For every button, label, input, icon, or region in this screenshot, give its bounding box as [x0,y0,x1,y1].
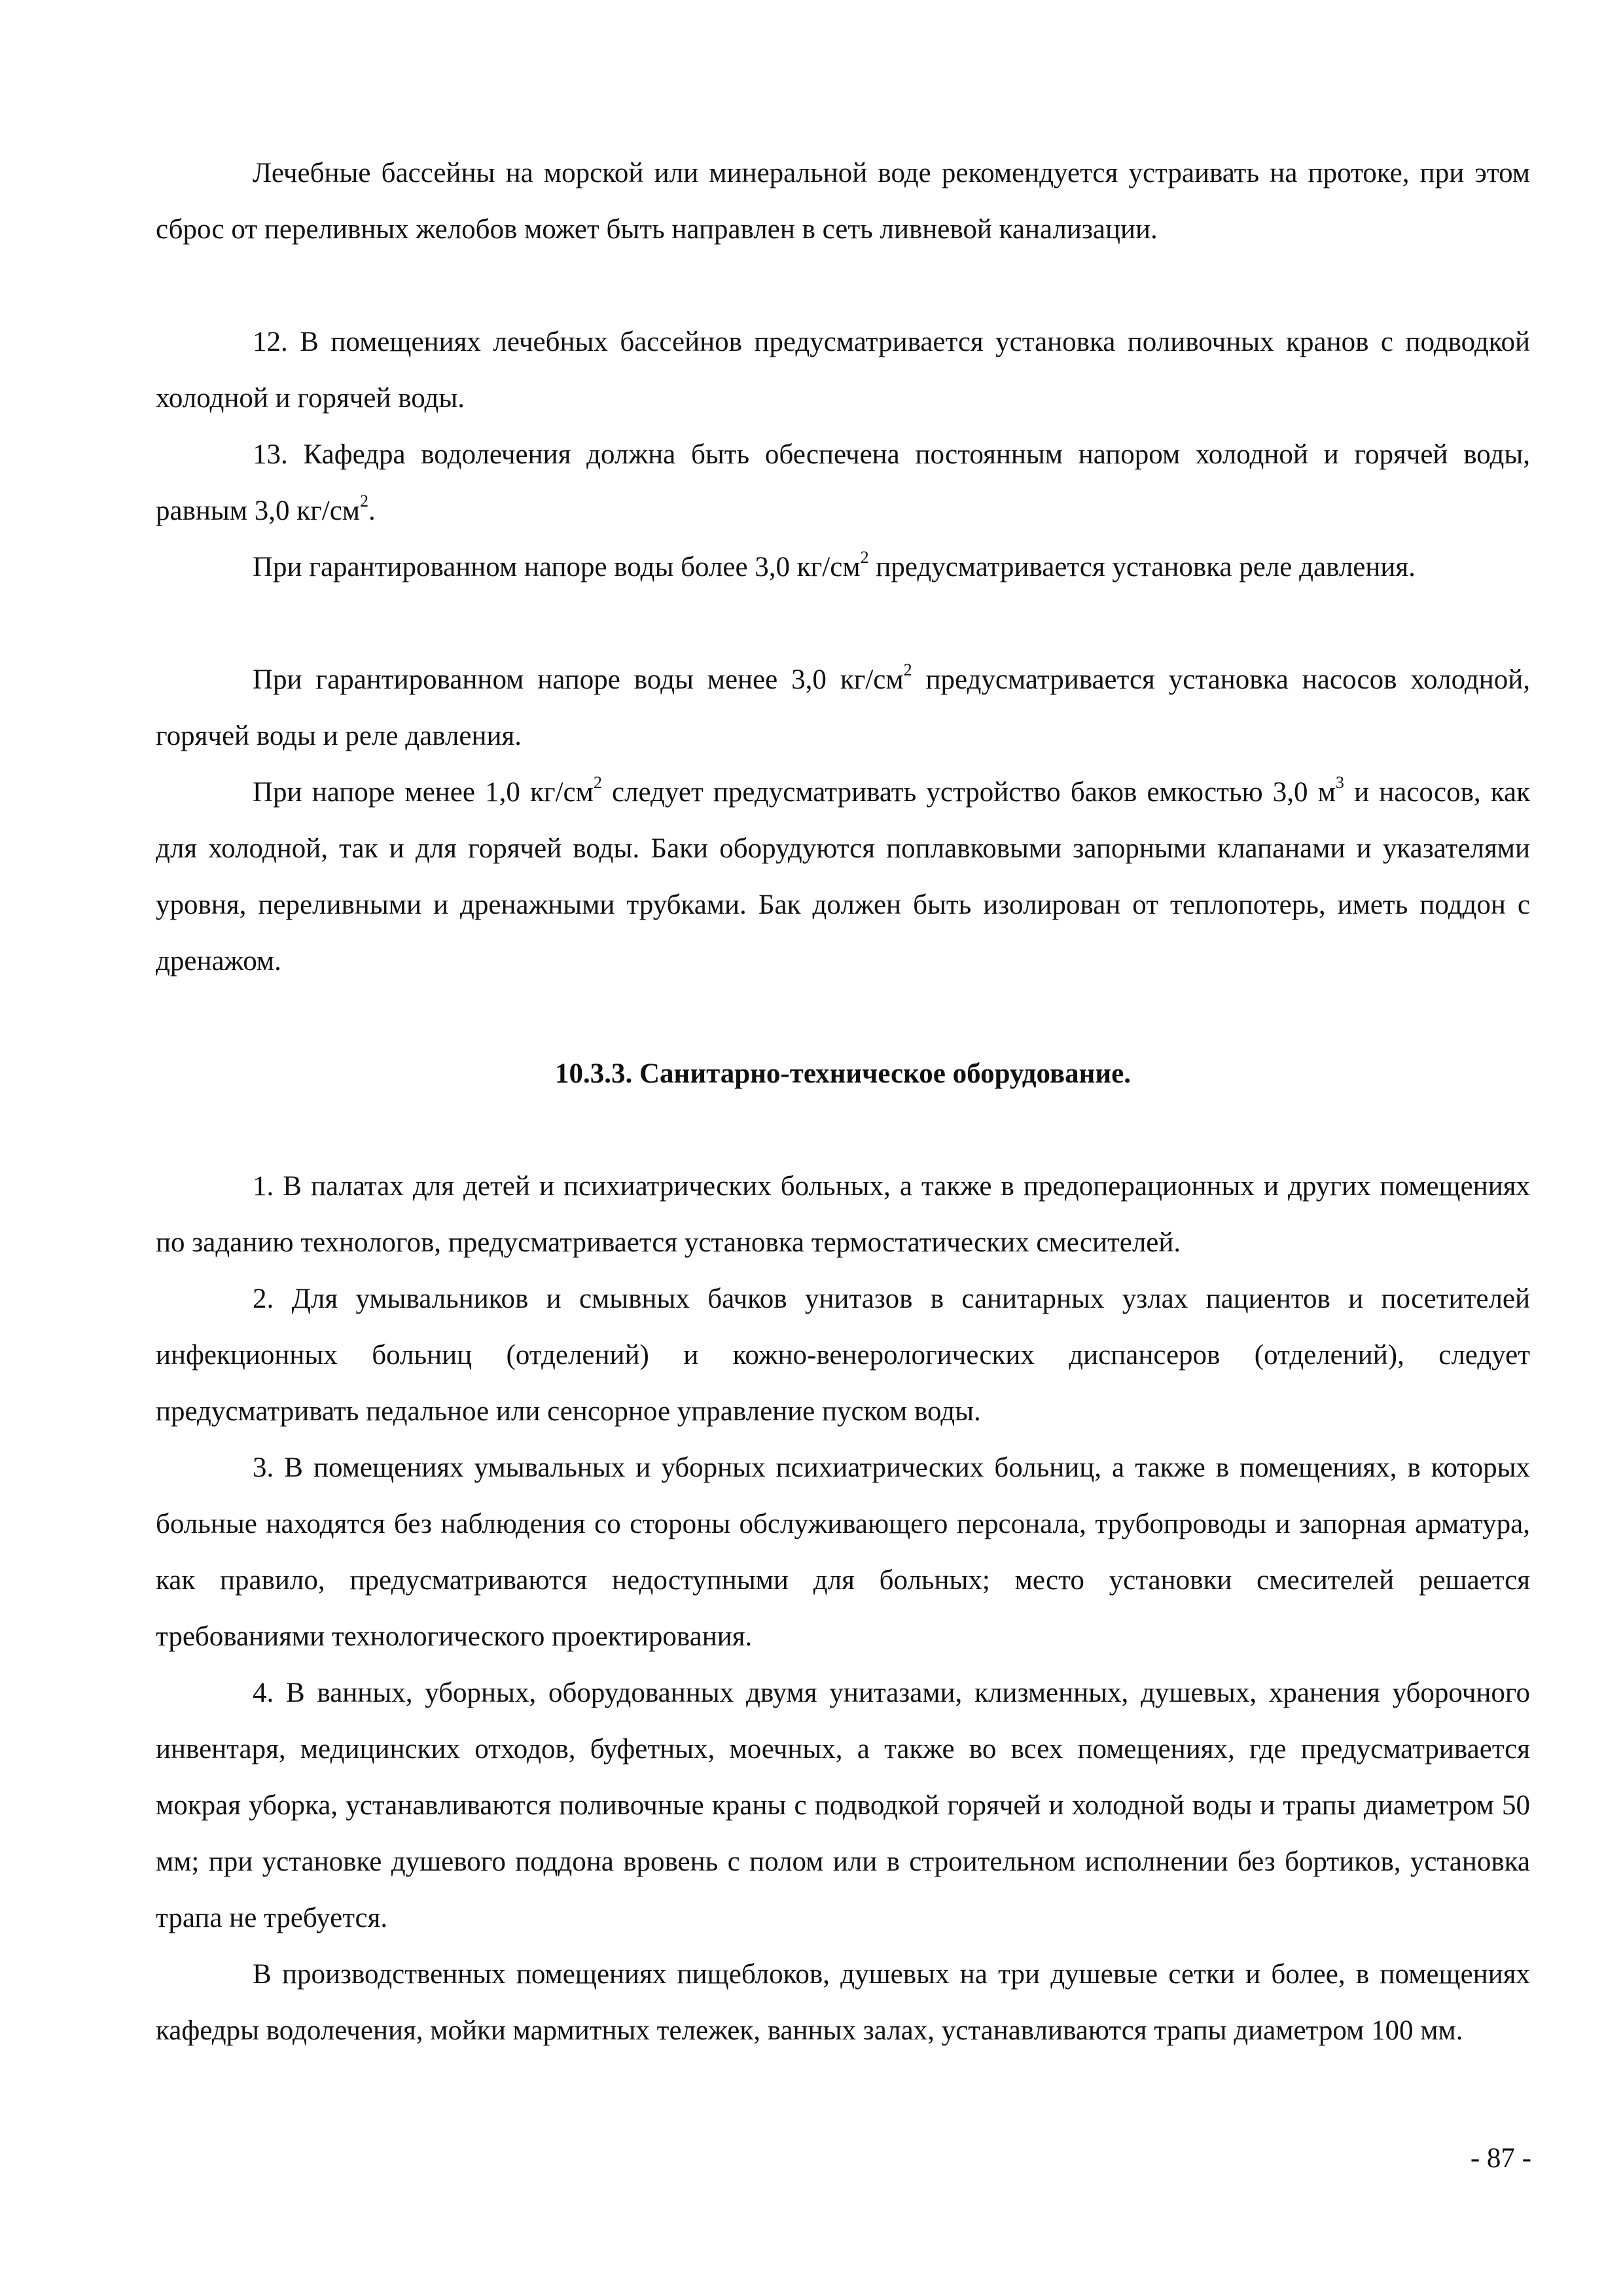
section-heading: 10.3.3. Санитарно-техническое оборудование. [554,1058,1131,1089]
list-item-3: 3. В помещениях умывальных и уборных психиатрических больниц, а также в помещениях, в которых больные находятся без наблюдения со стороны обслуживающего персонала, трубопроводы и запорная арматура, как правило, предусматриваются недоступными для больных; место установки смесителей решается требованиями технологического проектирования. [156,1452,1530,1652]
paragraph-pressure-below-3-end: предусматривается установка насосов холодной, горячей воды и реле давления. [156,664,1530,751]
superscript: 2 [593,773,602,792]
paragraph-pressure-above-3-end: предусматривается установка реле давления. [868,552,1416,583]
paragraph-pressure-below-1-part3: и насосов, как для холодной, так и для горячей воды. Баки оборудуются поплавковыми запорными клапанами и указателями уровня, переливными и дренажными трубками. Бак должен быть изолирован от теплопотерь, иметь поддон с дренажом. [156,777,1531,977]
list-item-1: 1. В палатах для детей и психиатрических больных, а также в предоперационных и других помещениях по заданию технологов, предусматривается установка термостатических смесителей. [156,1171,1530,1258]
list-item-4: 4. В ванных, уборных, оборудованных двумя унитазами, клизменных, душевых, хранения уборочного инвентаря, медицинских отходов, буфетных, моечных, а также во всех помещениях, где предусматривается мокрая уборка, устанавливаются поливочные краны с подводкой горячей и холодной воды и трапы диаметром 50 мм; при установке душевого поддона вровень с полом или в строительном исполнении без бортиков, установка трапа не требуется. [156,1677,1530,1933]
paragraph-medical-pools: Лечебные бассейны на морской или минеральной воде рекомендуется устраивать на протоке, при этом сброс от переливных желобов может быть направлен в сеть ливневой канализации. [156,158,1530,245]
paragraph-production-rooms: В производственных помещениях пищеблоков, душевых на три душевые сетки и более, в помещениях кафедры водолечения, мойки мармитных тележек, ванных залах, устанавливаются трапы диаметром 100 мм. [156,1959,1530,2046]
superscript: 3 [1335,773,1344,792]
paragraph-pressure-above-3 [156,539,1530,596]
paragraph-13-text: 13. Кафедра водолечения должна быть обеспечена постоянным напором холодной и горячей воды, равным 3,0 кг/см [156,439,1530,526]
paragraph-pressure-below-3-text: При гарантированном напоре воды менее 3,0 кг/см [253,664,904,695]
paragraph-pressure-below-1 [156,764,1530,990]
paragraph-pressure-below-1-part1: При напоре менее 1,0 кг/см [253,777,594,808]
list-item-2: 2. Для умывальников и смывных бачков унитазов в санитарных узлах пациентов и посетителей инфекционных больниц (отделений) и кожно-венерологических диспансеров (отделений), следует предусматривать педальное или сенсорное управление пуском воды. [156,1283,1530,1427]
page-number: - 87 - [1470,2143,1531,2174]
paragraph-pressure-below-1-part2: следует предусматривать устройство баков емкостью 3,0 м [601,777,1336,808]
paragraph-13-end: . [368,495,376,526]
paragraph-pressure-below-3 [156,652,1530,764]
superscript: 2 [860,548,869,567]
superscript: 2 [360,492,369,511]
paragraph-12: 12. В помещениях лечебных бассейнов предусматривается установка поливочных кранов с подводкой холодной и горячей воды. [156,327,1530,414]
paragraph-pressure-above-3-text: При гарантированном напоре воды более 3,0 кг/см [253,552,861,583]
paragraph-13 [156,427,1530,539]
superscript: 2 [903,660,912,679]
